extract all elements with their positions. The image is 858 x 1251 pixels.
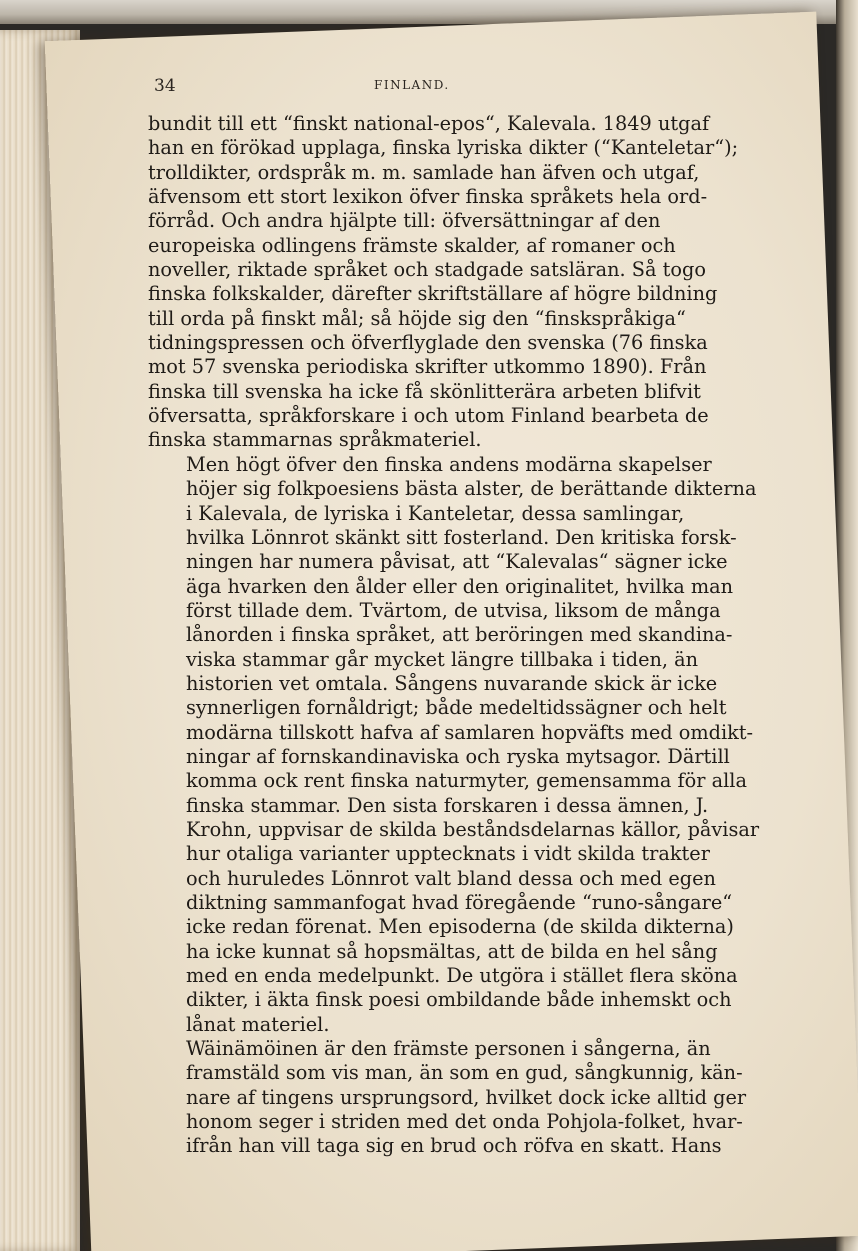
- text-line: först tillade dem. Tvärtom, de utvisa, liksom de många: [186, 598, 721, 622]
- text-line: Wäinämöinen är den främste personen i sångerna, än: [186, 1037, 711, 1061]
- text-line: framstäld som vis man, än som en gud, sångkunnig, kän-: [186, 1061, 743, 1085]
- text-line: Men högt öfver den finska andens modärna skapelser: [186, 452, 712, 476]
- text-line: i Kalevala, de lyriska i Kanteletar, dessa samlingar,: [186, 501, 685, 525]
- text-line: viska stammar går mycket längre tillbaka i tiden, än: [186, 647, 699, 671]
- paragraph: [148, 452, 760, 1037]
- text-line: förråd. Och andra hjälpte till: öfversättningar af den: [148, 209, 661, 233]
- text-line: nare af tingens ursprungsord, hvilket dock icke alltid ger: [186, 1085, 747, 1109]
- text-line: ifrån han vill taga sig en brud och röfva en skatt. Hans: [186, 1134, 722, 1158]
- text-line: diktning sammanfogat hvad föregående “runo-sångare“: [186, 891, 733, 914]
- text-line: dikter, i äkta finsk poesi ombildande både inhemskt och: [186, 988, 732, 1012]
- text-line: finska till svenska ha icke få skönlitterära arbeten blifvit: [148, 379, 701, 403]
- text-line: han en förökad upplaga, finska lyriska dikter (“Kanteletar“);: [148, 136, 739, 160]
- text-line: ningen har numera påvisat, att “Kalevalas“ sägner icke: [186, 550, 728, 574]
- text-line: mot 57 svenska periodiska skrifter utkommo 1890). Från: [148, 355, 707, 379]
- text-line: ha icke kunnat så hopsmältas, att de bilda en hel sång: [186, 939, 718, 963]
- text-line: äfvensom ett stort lexikon öfver finska språkets hela ord-: [148, 185, 708, 209]
- text-line: trolldikter, ordspråk m. m. samlade han äfven och utgaf,: [148, 160, 700, 184]
- page-header: [154, 76, 714, 98]
- paragraph: [148, 112, 744, 453]
- text-line: komma ock rent finska naturmyter, gemensamma för alla: [186, 769, 747, 793]
- text-line: höjer sig folkpoesiens bästa alster, de berättande dikterna: [186, 477, 757, 501]
- running-head: FINLAND.: [374, 78, 450, 92]
- text-line: med en enda medelpunkt. De utgöra i stället flera sköna: [186, 964, 738, 988]
- paragraph: [148, 1037, 747, 1159]
- text-line: noveller, riktade språket och stadgade satsläran. Så togo: [148, 258, 706, 282]
- text-line: modärna tillskott hafva af samlaren hopväfts med omdikt-: [186, 720, 754, 744]
- text-line: ningar af fornskandinaviska och ryska mytsagor. Därtill: [186, 744, 730, 768]
- text-line: öfversatta, språkforskare i och utom Finland bearbeta de: [148, 404, 709, 428]
- text-line: hvilka Lönnrot skänkt sitt fosterland. Den kritiska forsk-: [186, 525, 737, 549]
- text-line: synnerligen fornåldrigt; både medeltidssägner och helt: [186, 696, 727, 720]
- text-line: europeiska odlingens främste skalder, af romaner och: [148, 233, 676, 257]
- text-line: finska stammar. Den sista forskaren i dessa ämnen, J.: [186, 793, 709, 817]
- text-line: icke redan förenat. Men episoderna (de skilda dikterna): [186, 915, 734, 939]
- text-line: finska folkskalder, därefter skriftställare af högre bildning: [148, 282, 718, 306]
- text-line: finska stammarnas språkmateriel.: [148, 428, 482, 452]
- text-line: bundit till ett “finskt national-epos“, Kalevala. 1849 utgaf: [148, 112, 710, 135]
- text-line: Krohn, uppvisar de skilda beståndsdelarnas källor, påvisar: [186, 817, 760, 841]
- text-line: lånat materiel.: [186, 1012, 330, 1036]
- body-text: [148, 112, 760, 1159]
- text-line: historien vet omtala. Sångens nuvarande skick är icke: [186, 671, 718, 695]
- text-line: och huruledes Lönnrot valt bland dessa och med egen: [186, 866, 716, 890]
- text-line: hur otaliga varianter upptecknats i vidt skilda trakter: [186, 842, 710, 866]
- text-line: till orda på finskt mål; så höjde sig den “finskspråkiga“: [148, 306, 686, 330]
- text-line: tidningspressen och öfverflyglade den svenska (76 finska: [148, 331, 708, 355]
- text-line: honom seger i striden med det onda Pohjola-folket, hvar-: [186, 1110, 743, 1134]
- page-number: 34: [154, 76, 176, 96]
- text-line: äga hvarken den ålder eller den originalitet, hvilka man: [186, 574, 734, 598]
- text-line: lånorden i finska språket, att beröringen med skandina-: [186, 623, 733, 647]
